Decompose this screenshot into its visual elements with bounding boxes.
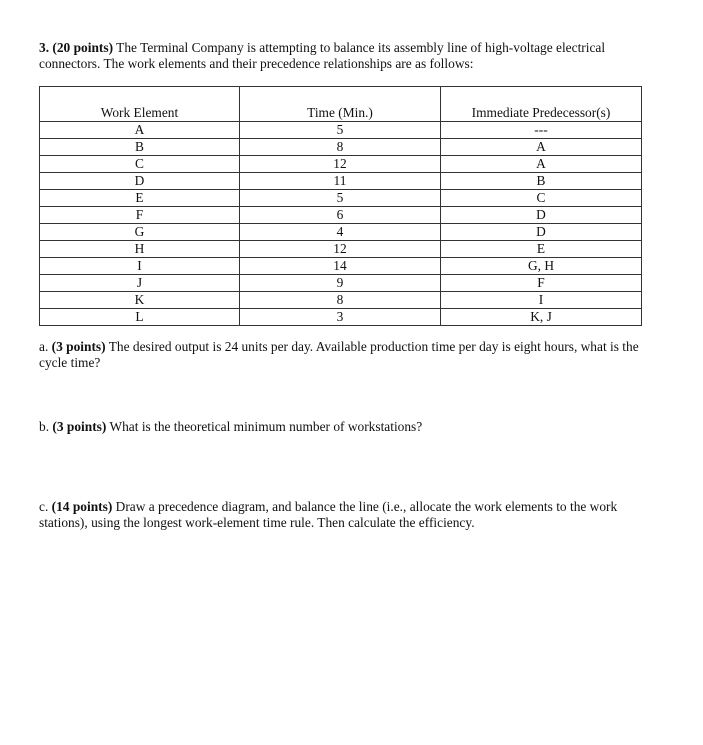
header-time: Time (Min.) [240, 87, 441, 122]
table-row [40, 224, 642, 241]
cell-time: 4 [240, 224, 441, 241]
part-c-text: Draw a precedence diagram, and balance the line (i.e., allocate the work elements to the work stations), using the longest work-element time rule. Then calculate the efficiency. [39, 499, 618, 530]
part-b-text: What is the theoretical minimum number of workstations? [109, 419, 423, 434]
cell-predecessors: B [441, 173, 642, 190]
cell-predecessors: I [441, 292, 642, 309]
table-row [40, 207, 642, 224]
table-row [40, 292, 642, 309]
cell-time: 5 [240, 190, 441, 207]
cell-time: 5 [240, 122, 441, 139]
cell-predecessors: C [441, 190, 642, 207]
table-row [40, 258, 642, 275]
question-points: (20 points) [52, 40, 114, 55]
cell-work-element: H [40, 241, 240, 258]
cell-predecessors: E [441, 241, 642, 258]
table-row [40, 173, 642, 190]
part-c [39, 499, 664, 531]
cell-time: 9 [240, 275, 441, 292]
cell-work-element: I [40, 258, 240, 275]
cell-work-element: G [40, 224, 240, 241]
cell-time: 3 [240, 309, 441, 326]
table-row [40, 156, 642, 173]
part-b [39, 419, 664, 435]
part-c-points: (14 points) [51, 499, 113, 514]
cell-work-element: D [40, 173, 240, 190]
table-header-row [40, 87, 642, 122]
table-row [40, 275, 642, 292]
part-a-points: (3 points) [51, 339, 106, 354]
cell-predecessors: K, J [441, 309, 642, 326]
cell-predecessors: --- [441, 122, 642, 139]
part-c-label: c. [39, 499, 49, 514]
part-a-label: a. [39, 339, 49, 354]
cell-work-element: F [40, 207, 240, 224]
cell-work-element: E [40, 190, 240, 207]
cell-work-element: K [40, 292, 240, 309]
cell-time: 8 [240, 292, 441, 309]
cell-time: 11 [240, 173, 441, 190]
table-row [40, 309, 642, 326]
table-row [40, 122, 642, 139]
question-number: 3. [39, 40, 50, 55]
part-b-points: (3 points) [52, 419, 107, 434]
cell-predecessors: A [441, 156, 642, 173]
header-work-element: Work Element [40, 87, 240, 122]
cell-predecessors: D [441, 224, 642, 241]
cell-work-element: B [40, 139, 240, 156]
cell-work-element: L [40, 309, 240, 326]
cell-predecessors: A [441, 139, 642, 156]
question-text: The Terminal Company is attempting to balance its assembly line of high-voltage electrical connectors. The work elements and their precedence relationships are as follows: [39, 40, 606, 71]
cell-time: 12 [240, 241, 441, 258]
question-intro [39, 40, 664, 72]
table-row [40, 190, 642, 207]
cell-predecessors: D [441, 207, 642, 224]
cell-predecessors: F [441, 275, 642, 292]
cell-time: 6 [240, 207, 441, 224]
part-a-text: The desired output is 24 units per day. Available production time per day is eight hours, what is the cycle time? [39, 339, 639, 370]
cell-time: 14 [240, 258, 441, 275]
cell-work-element: A [40, 122, 240, 139]
cell-predecessors: G, H [441, 258, 642, 275]
cell-time: 12 [240, 156, 441, 173]
header-predecessors: Immediate Predecessor(s) [441, 87, 642, 122]
part-a [39, 339, 664, 371]
table-row [40, 139, 642, 156]
cell-work-element: C [40, 156, 240, 173]
cell-work-element: J [40, 275, 240, 292]
precedence-table [39, 86, 642, 326]
table-row [40, 241, 642, 258]
part-b-label: b. [39, 419, 50, 434]
cell-time: 8 [240, 139, 441, 156]
